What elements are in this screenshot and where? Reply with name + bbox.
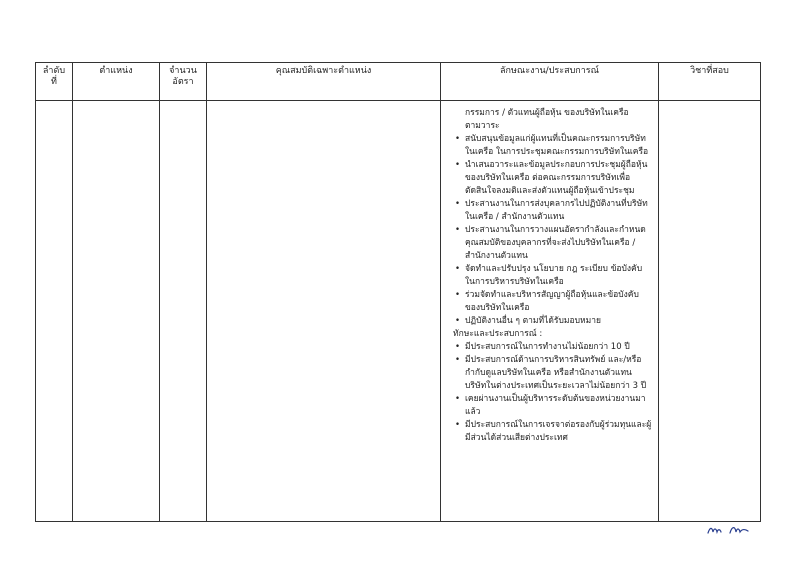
bullet-icon: •: [455, 316, 461, 326]
cell-duties: [441, 101, 659, 522]
duties-intro-line: ตามวาระ: [465, 121, 500, 131]
list-item: [453, 289, 652, 315]
skills-heading: ทักษะและประสบการณ์ :: [453, 329, 543, 339]
list-item-text: ประสานงานในการส่งบุคลากรไปปฏิบัติงานที่บริษัทในเครือ / สำนักงานตัวแทน: [465, 199, 648, 222]
bullet-icon: •: [455, 290, 461, 300]
cell-count: [160, 101, 207, 522]
bullet-icon: •: [455, 264, 461, 274]
list-item: [453, 263, 652, 289]
bullet-icon: •: [455, 225, 461, 235]
header-order: ลำดับ ที่: [36, 63, 73, 101]
bullet-icon: •: [455, 394, 461, 404]
list-item-text: มีประสบการณ์ในการทำงานไม่น้อยกว่า 10 ปี: [465, 342, 630, 352]
list-item: [453, 133, 652, 159]
duties-intro-line: กรรมการ / ตัวแทนผู้ถือหุ้น ของบริษัทในเครือ: [465, 108, 629, 118]
bullet-icon: •: [455, 199, 461, 209]
bullet-icon: •: [455, 134, 461, 144]
list-item-text: สนับสนุนข้อมูลแก่ผู้แทนที่เป็นคณะกรรมการบริษัทในเครือ ในการประชุมคณะกรรมการบริษัทในเครือ: [465, 134, 649, 157]
list-item: [453, 315, 652, 328]
handwritten-initials: [706, 520, 756, 540]
duties-content: [441, 101, 658, 445]
list-item: [453, 198, 652, 224]
cell-position: [73, 101, 160, 522]
bullet-icon: •: [455, 420, 461, 430]
position-table: [35, 62, 761, 522]
cell-qualifications: [207, 101, 441, 522]
list-item-text: มีประสบการณ์ด้านการบริหารสินทรัพย์ และ/หรือกำกับดูแลบริษัทในเครือ หรือสำนักงานตัวแทนบริษัทในต่างประเทศเป็นระยะเวลาไม่น้อยกว่า 3 ปี: [465, 355, 647, 391]
table-row: [36, 101, 761, 522]
bullet-icon: •: [455, 355, 461, 365]
list-item-text: มีประสบการณ์ในการเจรจาต่อรองกับผู้ร่วมทุนและผู้มีส่วนได้ส่วนเสียต่างประเทศ: [465, 420, 652, 443]
list-item-text: ปฏิบัติงานอื่น ๆ ตามที่ได้รับมอบหมาย: [465, 316, 601, 326]
list-item-text: ร่วมจัดทำและบริหารสัญญาผู้ถือหุ้นและข้อบังคับของบริษัทในเครือ: [465, 290, 639, 313]
header-position: ตำแหน่ง: [73, 63, 160, 101]
header-exam: วิชาที่สอบ: [659, 63, 761, 101]
cell-exam: [659, 101, 761, 522]
header-qualifications: คุณสมบัติเฉพาะตำแหน่ง: [207, 63, 441, 101]
list-item: [453, 393, 652, 419]
header-duties: ลักษณะงาน/ประสบการณ์: [441, 63, 659, 101]
header-count: จำนวน อัตรา: [160, 63, 207, 101]
list-item: [453, 224, 652, 263]
bullet-icon: •: [455, 342, 461, 352]
list-item-text: เคยผ่านงานเป็นผู้บริหารระดับต้นของหน่วยงานมาแล้ว: [465, 394, 646, 417]
skills-list: [453, 341, 652, 445]
list-item: [453, 341, 652, 354]
duties-list: [453, 133, 652, 328]
list-item: [453, 159, 652, 198]
list-item: [453, 419, 652, 445]
list-item-text: จัดทำและปรับปรุง นโยบาย กฎ ระเบียบ ข้อบังคับในการบริหารบริษัทในเครือ: [465, 264, 643, 287]
list-item-text: ประสานงานในการวางแผนอัตรากำลังและกำหนดคุณสมบัติของบุคลากรที่จะส่งไปบริษัทในเครือ / สำนักงานตัวแทน: [465, 225, 646, 261]
cell-order: [36, 101, 73, 522]
list-item: [453, 354, 652, 393]
table-header-row: [36, 63, 761, 101]
list-item-text: นำเสนอวาระและข้อมูลประกอบการประชุมผู้ถือหุ้นของบริษัทในเครือ ต่อคณะกรรมการบริษัทเพื่อตัดสินใจลงมติและส่งตัวแทนผู้ถือหุ้นเข้าประชุม: [465, 160, 648, 196]
bullet-icon: •: [455, 160, 461, 170]
